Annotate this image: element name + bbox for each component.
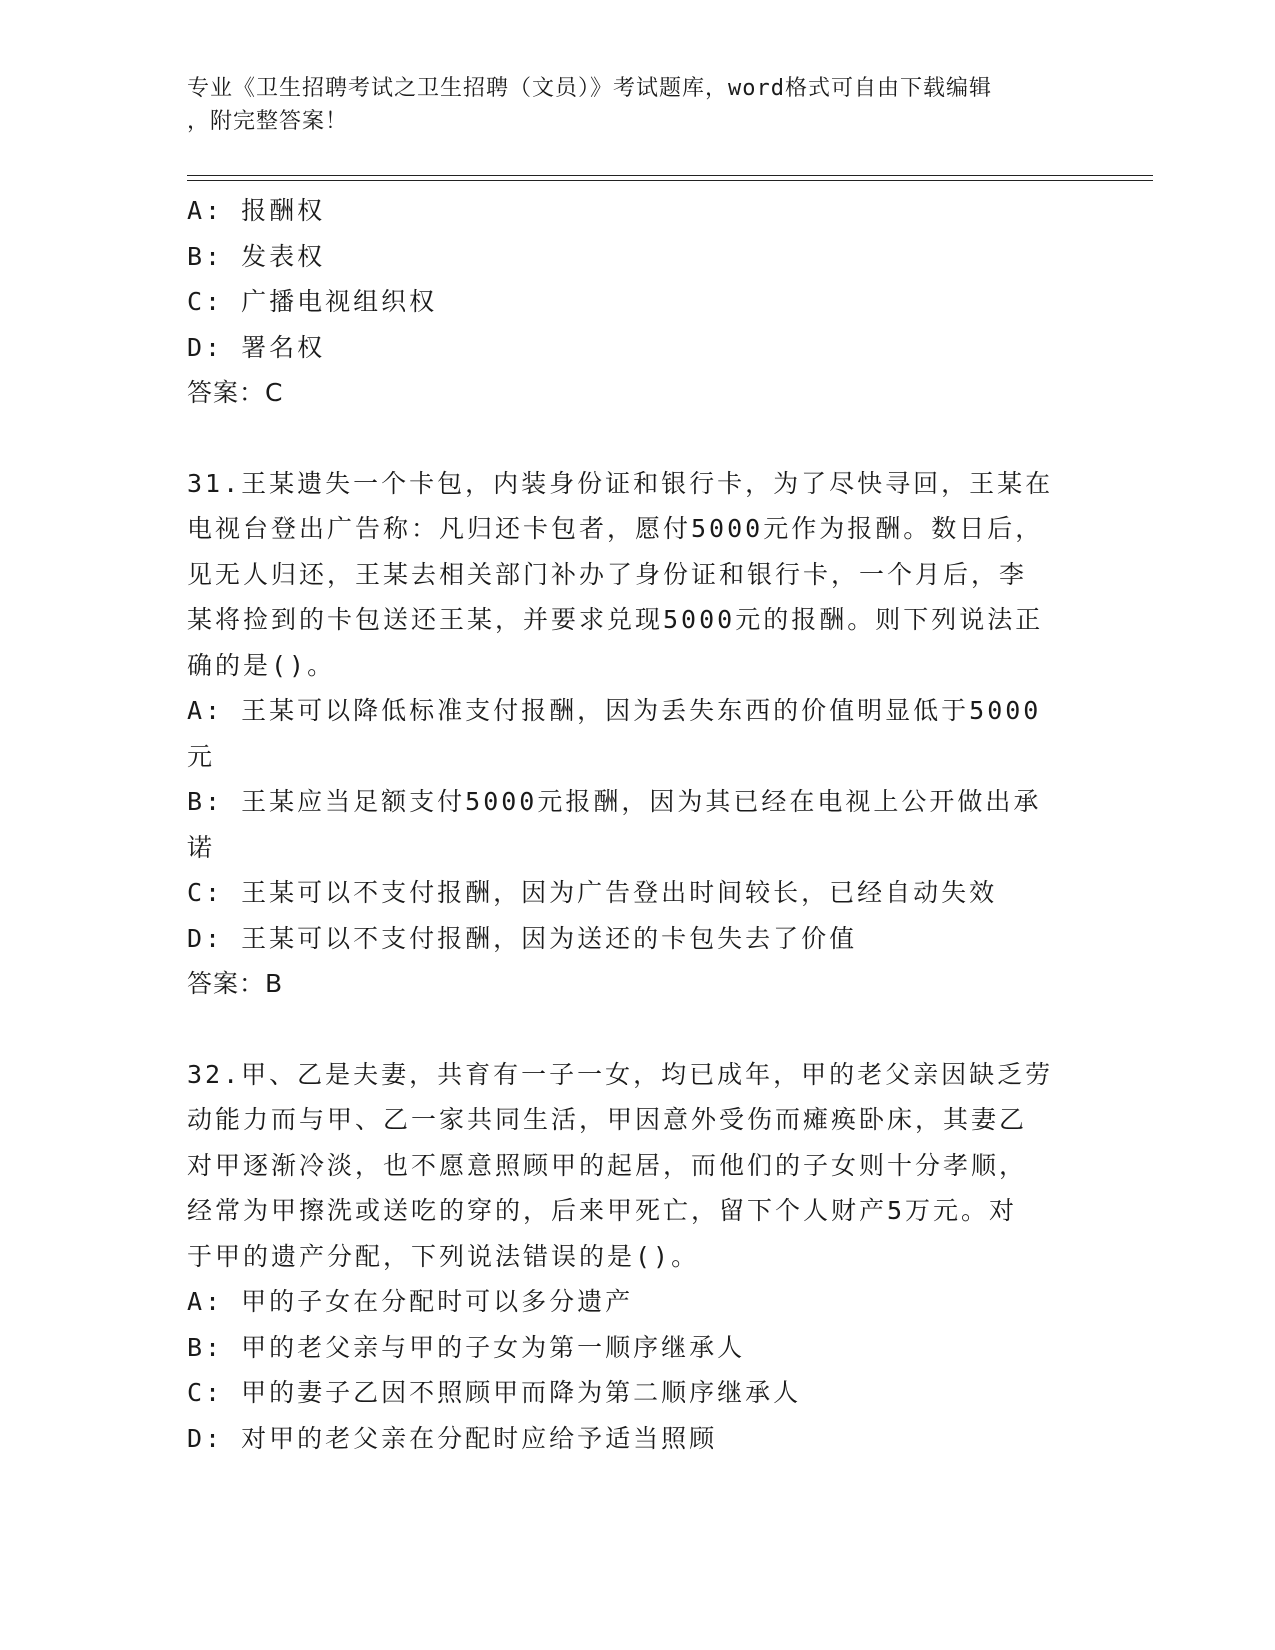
question-stem-line: 对甲逐渐冷淡，也不愿意照顾甲的起居，而他们的子女则十分孝顺，	[187, 1150, 1028, 1180]
question-stem-line: 32.甲、乙是夫妻，共育有一子一女，均已成年，甲的老父亲因缺乏劳	[187, 1059, 1054, 1089]
option-d: D: 对甲的老父亲在分配时应给予适当照顾	[187, 1423, 718, 1453]
question-31	[187, 461, 1067, 1007]
question-stem-line: 见无人归还，王某去相关部门补办了身份证和银行卡，一个月后，李	[187, 559, 1028, 589]
option-a-continued: 元	[187, 741, 216, 771]
option-d: D: 署名权	[187, 332, 326, 362]
question-stem-line: 某将捡到的卡包送还王某，并要求兑现5000元的报酬。则下列说法正	[187, 605, 1044, 634]
question-30	[187, 188, 1067, 416]
question-32	[187, 1052, 1067, 1462]
option-a: A: 甲的子女在分配时可以多分遗产	[187, 1287, 634, 1316]
question-stem-line: 经常为甲擦洗或送吃的穿的，后来甲死亡，留下个人财产5万元。对	[187, 1196, 1018, 1225]
question-stem-line: 确的是()。	[187, 650, 336, 680]
option-a: A: 报酬权	[187, 196, 326, 225]
option-c: C: 广播电视组织权	[187, 287, 438, 316]
option-b: B: 发表权	[187, 241, 326, 271]
option-b: B: 甲的老父亲与甲的子女为第一顺序继承人	[187, 1332, 746, 1362]
option-d: D: 王某可以不支付报酬，因为送还的卡包失去了价值	[187, 923, 858, 953]
header-title-line-2: ，附完整答案！	[187, 109, 349, 134]
document-header	[187, 72, 1067, 138]
question-stem-line: 动能力而与甲、乙一家共同生活，甲因意外受伤而瘫痪卧床，其妻乙	[187, 1105, 1028, 1134]
option-b-continued: 诺	[187, 832, 216, 862]
option-b: B: 王某应当足额支付5000元报酬，因为其已经在电视上公开做出承	[187, 787, 1042, 816]
spacer	[187, 416, 1067, 461]
header-divider	[187, 175, 1153, 181]
answer-label: 答案：B	[187, 969, 284, 998]
header-title-line-1: 专业《卫生招聘考试之卫生招聘（文员）》考试题库，word格式可自由下载编辑	[187, 76, 992, 101]
option-c: C: 甲的妻子乙因不照顾甲而降为第二顺序继承人	[187, 1378, 802, 1407]
option-a: A: 王某可以降低标准支付报酬，因为丢失东西的价值明显低于5000	[187, 696, 1042, 725]
option-c: C: 王某可以不支付报酬，因为广告登出时间较长，已经自动失效	[187, 878, 998, 907]
spacer	[187, 1007, 1067, 1052]
question-stem-line: 电视台登出广告称：凡归还卡包者，愿付5000元作为报酬。数日后，	[187, 514, 1044, 543]
question-stem-line: 于甲的遗产分配，下列说法错误的是()。	[187, 1241, 700, 1271]
answer-label: 答案：C	[187, 378, 284, 407]
question-stem-line: 31.王某遗失一个卡包，内装身份证和银行卡，为了尽快寻回，王某在	[187, 468, 1054, 498]
document-body	[187, 188, 1067, 1461]
